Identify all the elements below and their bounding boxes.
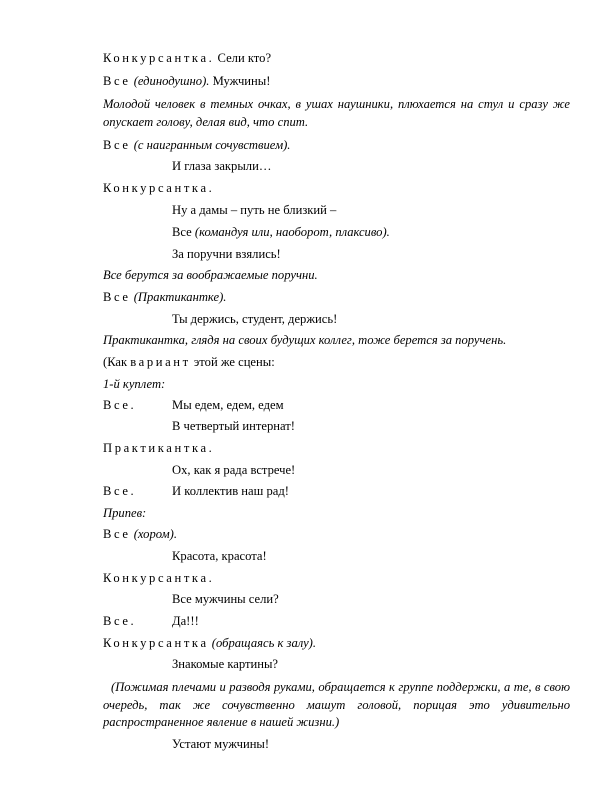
stage-paragraph: Молодой человек в темных очках, в ушах наушники, плюхается на стул и сразу же опускает голову, делая вид, что спит. [103, 97, 570, 129]
stage-direction: (Практикантке). [133, 290, 227, 304]
plain-text: этой же сцены: [190, 355, 275, 369]
verse-line: Красота, красота! [172, 549, 267, 563]
stage-line: 1-й куплет: [103, 377, 166, 391]
speaker-name: Практикантка. [103, 441, 215, 455]
verse-line: И глаза закрыли… [172, 159, 272, 173]
stage-direction: (командуя или, наоборот, плаксиво). [194, 225, 390, 239]
speaker-name: Все [103, 290, 131, 304]
verse-text: Мы едем, едем, едем [172, 398, 284, 412]
speaker-name: Конкурсантка. [103, 571, 215, 585]
line-1 [103, 51, 271, 66]
line-22 [103, 527, 177, 542]
verse-text: И коллектив наш рад! [172, 484, 289, 498]
verse-line: Ох, как я рада встрече! [172, 463, 296, 477]
stage-line: Все берутся за воображаемые поручни. [103, 268, 318, 282]
stage-paragraph: (Пожимая плечами и разводя руками, обращается к группе поддержки, а те, в свою очередь, так же сочувственно машут головой, порицая это удивительно распространенное явление в нашей жизни.) [103, 680, 570, 729]
verse-line: Ну а дамы – путь не близкий – [172, 203, 337, 217]
speaker-name: Все. [103, 614, 137, 628]
verse-line: Устают мужчины! [172, 737, 270, 751]
verse-line-with-stage [172, 225, 390, 240]
dialogue-text: Сели кто? [214, 51, 272, 65]
dialogue-text: Мужчины! [209, 74, 271, 88]
stage-direction: (обращаясь к залу). [211, 636, 316, 650]
speaker-name: Все. [103, 398, 137, 412]
spaced-word: вариант [130, 355, 191, 369]
line-11 [103, 290, 226, 305]
line-2 [103, 74, 270, 89]
labeled-verse-line [103, 398, 284, 413]
labeled-verse-line [103, 484, 289, 499]
stage-line: Практикантка, глядя на своих будущих коллег, тоже берется за поручень. [103, 333, 507, 347]
speaker-name: Все [103, 527, 131, 541]
verse-text: Да!!! [172, 614, 199, 628]
verse-line: Знакомые картины? [172, 657, 279, 671]
verse-line: За поручни взялись! [172, 247, 281, 261]
plain-text: (Как [103, 355, 131, 369]
speaker-name: Все. [103, 484, 137, 498]
speaker-name: Конкурсантка. [103, 51, 215, 65]
labeled-verse-line [103, 614, 199, 629]
line-6 [103, 181, 214, 196]
speaker-name: Конкурсантка [103, 636, 209, 650]
stage-line: Припев: [103, 506, 147, 520]
speaker-name: Конкурсантка. [103, 181, 215, 195]
line-27 [103, 636, 316, 651]
verse-line: В четвертый интернат! [172, 419, 295, 433]
verse-line: Все мужчины сели? [172, 592, 279, 606]
stage-direction: (хором). [133, 527, 177, 541]
line-24 [103, 571, 214, 586]
speaker-name: Все [103, 74, 131, 88]
verse-line: Ты держись, студент, держись! [172, 312, 338, 326]
stage-direction: (единодушно). [133, 74, 210, 88]
verse-text: Все [172, 225, 195, 239]
variant-line [103, 355, 275, 370]
speaker-name: Все [103, 138, 131, 152]
line-4 [103, 138, 290, 153]
line-18 [103, 441, 214, 456]
stage-direction: (с наигранным сочувствием). [133, 138, 291, 152]
